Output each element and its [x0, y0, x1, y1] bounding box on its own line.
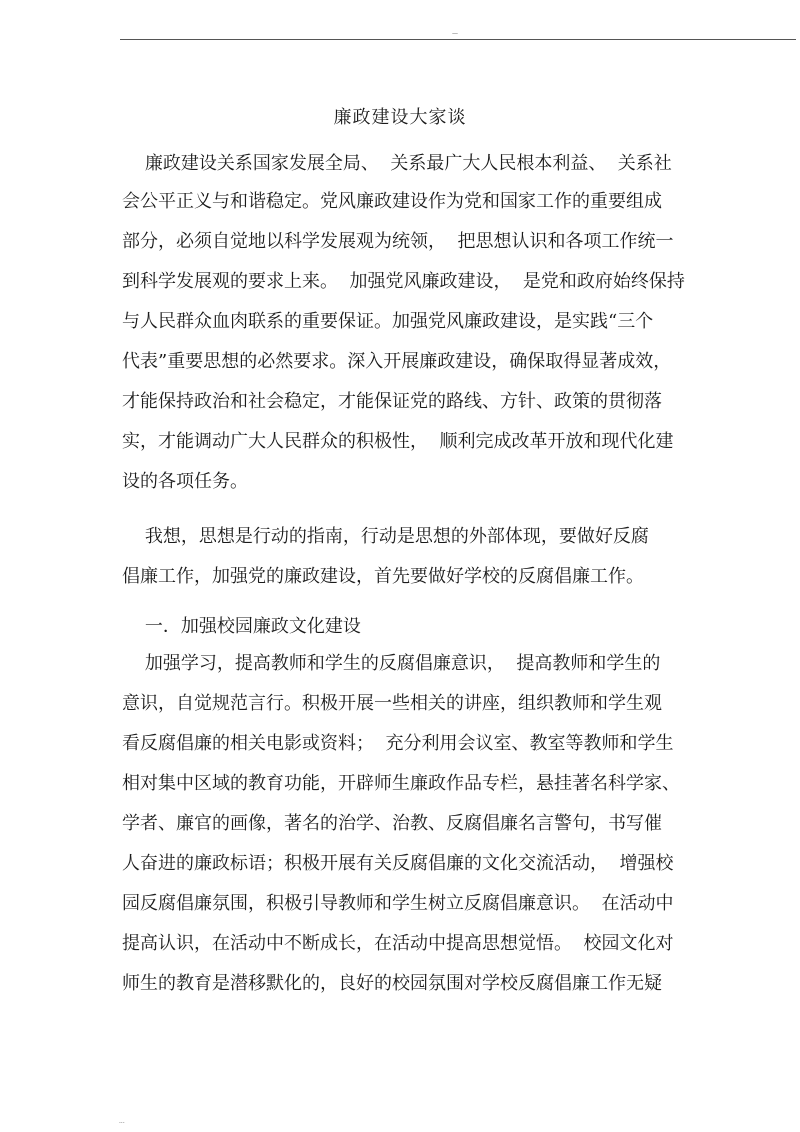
document-title: 廉政建设大家谈: [333, 107, 467, 128]
body-line: 相对集中区域的教育功能，开辟师生廉政作品专栏，悬挂著名科学家、: [122, 773, 680, 794]
body-line: 倡廉工作，加强党的廉政建设，首先要做好学校的反腐倡廉工作。: [122, 566, 644, 587]
body-line: 意识，自觉规范言行。积极开展一些相关的讲座，组织教师和学生观: [122, 693, 662, 714]
body-line: 部分，必须自觉地以科学发展观为统领， 把思想认识和各项工作统一: [122, 231, 674, 252]
body-line: 学者、廉官的画像，著名的治学、治教、反腐倡廉名言警句，书写催: [122, 813, 662, 834]
body-line: 加强学习，提高教师和学生的反腐倡廉意识， 提高教师和学生的: [122, 653, 661, 674]
body-line: 廉政建设关系国家发展全局、 关系最广大人民根本利益、 关系社: [122, 153, 672, 174]
body-line: 会公平正义与和谐稳定。党风廉政建设作为党和国家工作的重要组成: [122, 191, 662, 212]
body-line: 师生的教育是潜移默化的，良好的校园氛围对学校反腐倡廉工作无疑: [122, 973, 662, 994]
header-rule: [120, 39, 796, 40]
body-line: 看反腐倡廉的相关电影或资料； 充分利用会议室、教室等教师和学生: [122, 733, 674, 754]
header-mark: —: [452, 30, 458, 37]
body-line: 实，才能调动广大人民群众的积极性， 顺利完成改革开放和现代化建: [122, 431, 674, 452]
body-line: 与人民群众血肉联系的重要保证。加强党风廉政建设，是实践“三个: [122, 311, 654, 332]
body-line: 园反腐倡廉氛围，积极引导教师和学生树立反腐倡廉意识。 在活动中: [122, 893, 674, 914]
section-heading: 一．加强校园廉政文化建设: [122, 616, 361, 637]
body-line: 我想，思想是行动的指南，行动是思想的外部体现，要做好反腐: [122, 526, 649, 547]
body-line: 人奋进的廉政标语；积极开展有关反腐倡廉的文化交流活动， 增强校: [122, 853, 674, 874]
footer-mark: ...: [119, 1118, 125, 1125]
body-line: 设的各项任务。: [122, 471, 248, 492]
body-line: 才能保持政治和社会稳定，才能保证党的路线、方针、政策的贯彻落: [122, 391, 662, 412]
body-line: 代表”重要思想的必然要求。深入开展廉政建设，确保取得显著成效，: [122, 351, 672, 372]
body-line: 到科学发展观的要求上来。 加强党风廉政建设， 是党和政府始终保持: [122, 271, 685, 292]
body-line: 提高认识，在活动中不断成长，在活动中提高思想觉悟。 校园文化对: [122, 933, 674, 954]
